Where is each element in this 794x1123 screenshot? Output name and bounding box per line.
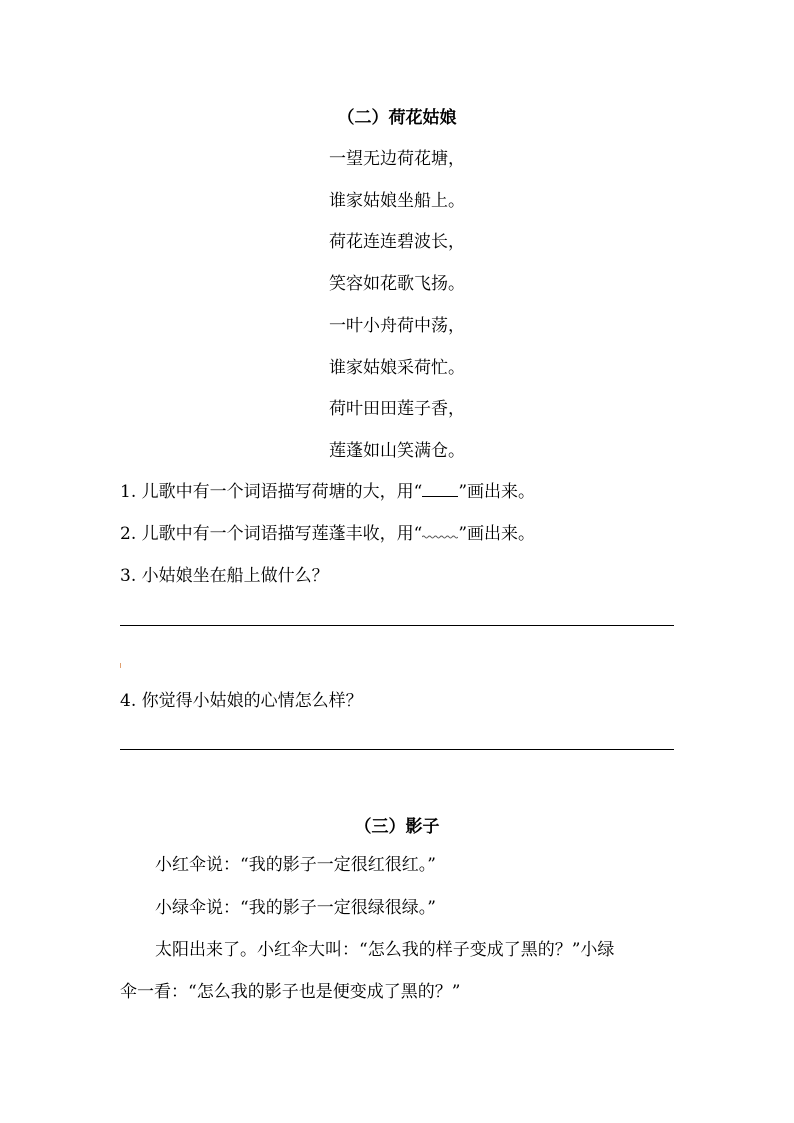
question-1	[120, 480, 535, 504]
poem-line-7: 荷叶田田莲子香，	[329, 399, 465, 419]
poem-line-3: 荷花连连碧波长，	[329, 232, 465, 252]
stray-mark	[120, 663, 121, 668]
poem-line-4: 笑容如花歌飞扬。	[329, 274, 465, 294]
paragraph-3-line-2: 伞一看：“怎么我的影子也是便变成了黑的？”	[120, 982, 461, 1002]
question-2-text-after: ”画出来。	[458, 524, 536, 544]
straight-underline-mark	[422, 482, 458, 497]
question-1-text-before: 1. 儿歌中有一个词语描写荷塘的大，用“	[120, 482, 423, 502]
question-2	[120, 522, 535, 546]
paragraph-2: 小绿伞说：“我的影子一定很绿很绿。”	[155, 898, 436, 918]
poem-line-5: 一叶小舟荷中荡，	[329, 316, 465, 336]
question-1-text-after: ”画出来。	[458, 482, 536, 502]
poem-line-2: 谁家姑娘坐船上。	[329, 191, 465, 211]
question-3: 3. 小姑娘坐在船上做什么？	[120, 566, 329, 586]
question-4: 4. 你觉得小姑娘的心情怎么样？	[120, 691, 363, 711]
question-2-text-before: 2. 儿歌中有一个词语描写莲蓬丰收，用“	[120, 524, 423, 544]
section2-title: （二）荷花姑娘	[337, 108, 457, 128]
wavy-underline-mark	[422, 525, 458, 539]
poem-line-1: 一望无边荷花塘，	[329, 149, 465, 169]
answer-line-4[interactable]	[120, 749, 674, 750]
section3-title: （三）影子	[354, 817, 440, 837]
poem-line-8: 莲蓬如山笑满仓。	[329, 441, 465, 461]
poem-line-6: 谁家姑娘采荷忙。	[329, 358, 465, 378]
answer-line-3[interactable]	[120, 625, 674, 626]
paragraph-3-line-1: 太阳出来了。小红伞大叫：“怎么我的样子变成了黑的？”小绿	[155, 940, 615, 960]
paragraph-1: 小红伞说：“我的影子一定很红很红。”	[155, 855, 436, 875]
